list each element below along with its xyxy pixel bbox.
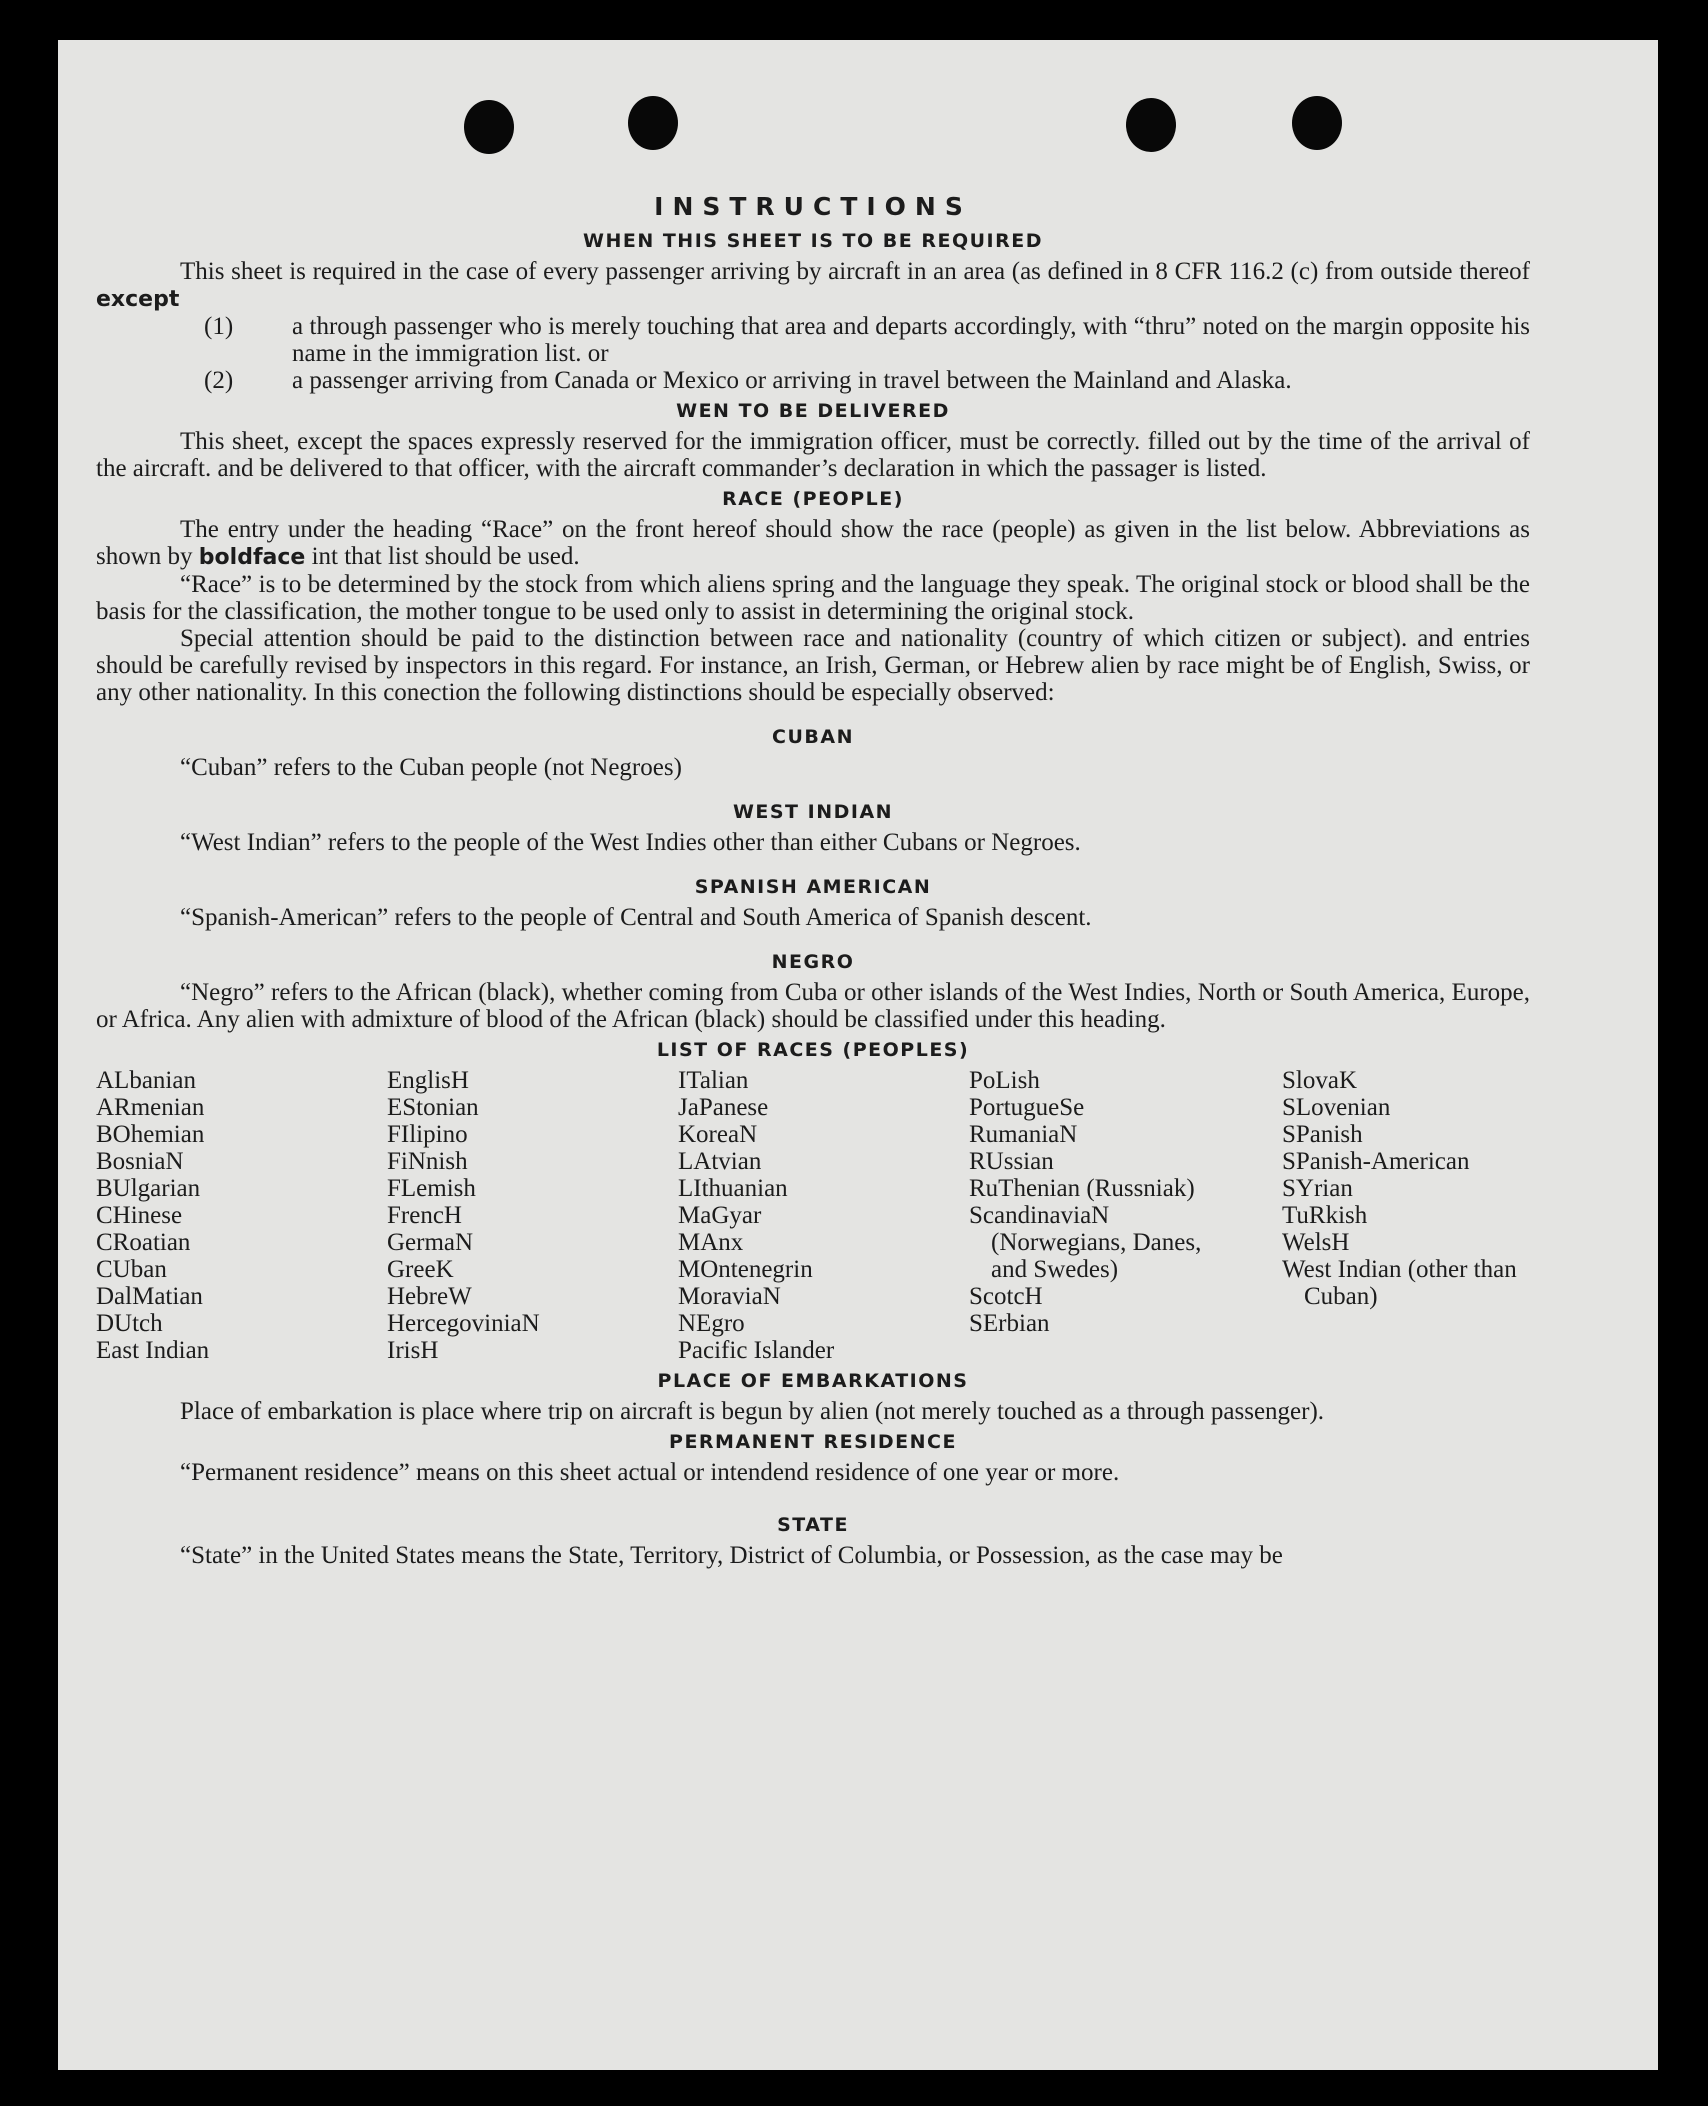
paragraph: “State” in the United States means the State, Territory, District of Columbia, or Possession, as the case may be (180, 1542, 1283, 1569)
page-title: INSTRUCTIONS (654, 192, 972, 221)
document-body (96, 190, 1530, 1569)
race-entry: SYrian (1282, 1175, 1353, 1202)
paragraph: This sheet, except the spaces expressly reserved for the immigration officer, must be correctly. filled out by the time of the arrival of the aircraft. and be delivered to that officer, with the aircraft commander’s declaration in which the passager is listed. (96, 428, 1530, 482)
race-entry: MAnx (678, 1229, 744, 1256)
race-entry: PoLish (969, 1067, 1040, 1094)
section-heading: CUBAN (772, 726, 854, 748)
race-entry: SPanish-American (1282, 1148, 1470, 1175)
paragraph: “Negro” refers to the African (black), whether coming from Cuba or other islands of the West Indies, North or South America, Europe, or Africa. Any alien with admixture of blood of the African (black) should be classified under this heading. (96, 979, 1530, 1033)
race-entry: BOhemian (96, 1121, 205, 1148)
list-item-text: a through passenger who is merely touching that area and departs accordingly, with “thru” noted on the margin opposite his name in the immigration list. or (292, 313, 1530, 367)
race-entry: EnglisH (387, 1067, 469, 1094)
section-heading: PERMANENT RESIDENCE (669, 1431, 957, 1453)
race-entry: RumaniaN (969, 1121, 1078, 1148)
punch-hole (464, 100, 514, 154)
list-item-number: (2) (204, 367, 234, 394)
race-entry: CRoatian (96, 1229, 191, 1256)
race-entry: FLemish (387, 1175, 476, 1202)
race-entry: East Indian (96, 1337, 210, 1364)
paragraph: “Spanish-American” refers to the people of Central and South America of Spanish descent. (180, 904, 1092, 931)
race-entry: MoraviaN (678, 1283, 781, 1310)
race-entry: SErbian (969, 1310, 1050, 1337)
race-entry: ScandinaviaN (Norwegians, Danes, and Swedes) (969, 1202, 1202, 1283)
race-entry: GermaN (387, 1229, 474, 1256)
section-heading: WEST INDIAN (732, 801, 894, 823)
race-entry: BUlgarian (96, 1175, 201, 1202)
paragraph-text: The entry under the heading “Race” on the front hereof should show the race (people) as given in the list below. Abbreviations as shown by (96, 516, 1530, 570)
race-entry: HebreW (387, 1283, 472, 1310)
punch-hole (1126, 98, 1176, 152)
race-entry: ARmenian (96, 1094, 205, 1121)
race-entry: MOntenegrin (678, 1256, 813, 1283)
section-heading: NEGRO (771, 951, 855, 973)
race-entry: NEgro (678, 1310, 745, 1337)
race-entry: SLovenian (1282, 1094, 1391, 1121)
paragraph: Place of embarkation is place where trip on aircraft is begun by alien (not merely touched as a through passenger). (180, 1398, 1325, 1425)
list-item (96, 313, 1530, 367)
section-heading: PLACE OF EMBARKATIONS (657, 1370, 969, 1392)
race-entry: ScotcH (969, 1283, 1043, 1310)
race-column (387, 1067, 678, 1364)
race-entry: FiNnish (387, 1148, 468, 1175)
punch-hole (628, 96, 678, 150)
race-entry: JaPanese (678, 1094, 769, 1121)
list-item (96, 367, 1530, 394)
race-entry: CUban (96, 1256, 167, 1283)
section-heading: WEN TO BE DELIVERED (676, 400, 950, 422)
race-entry: West Indian (other than Cuban) (1282, 1256, 1517, 1310)
race-entry: ALbanian (96, 1067, 196, 1094)
race-entry: DalMatian (96, 1283, 203, 1310)
paragraph: “Cuban” refers to the Cuban people (not Negroes) (180, 754, 682, 781)
race-entry: LAtvian (678, 1148, 762, 1175)
paragraph: “West Indian” refers to the people of the West Indies other than either Cubans or Negroes. (180, 829, 1081, 856)
race-entry: MaGyar (678, 1202, 762, 1229)
section-heading: SPANISH AMERICAN (694, 876, 932, 898)
paragraph: Special attention should be paid to the distinction between race and nationality (country of which citizen or subject). and entries should be carefully revised by inspectors in this regard. For instance, an Irish, German, or Hebrew alien by race might be of English, Swiss, or any other nationality. In this conection the following distinctions should be especially observed: (96, 625, 1530, 706)
race-entry: BosniaN (96, 1148, 184, 1175)
race-entry: RUssian (969, 1148, 1054, 1175)
race-column (96, 1067, 387, 1364)
paragraph-text: This sheet is required in the case of every passenger arriving by aircraft in an area (as defined in 8 CFR 116.2 (c) from outside thereof (180, 258, 1530, 285)
race-entry: PortugueSe (969, 1094, 1085, 1121)
race-entry: HercegoviniaN (387, 1310, 540, 1337)
race-entry: TuRkish (1282, 1202, 1368, 1229)
bold-term: boldface (198, 545, 306, 570)
race-entry: LIthuanian (678, 1175, 788, 1202)
punch-hole (1292, 96, 1342, 150)
race-column (1282, 1067, 1530, 1364)
race-entry: DUtch (96, 1310, 163, 1337)
race-column (969, 1067, 1282, 1364)
paragraph (96, 258, 1530, 313)
paragraph: “Permanent residence” means on this sheet actual or intendend residence of one year or more. (180, 1459, 1120, 1486)
list-item-number: (1) (204, 313, 234, 340)
race-column (678, 1067, 969, 1364)
paragraph: “Race” is to be determined by the stock from which aliens spring and the language they speak. The original stock or blood shall be the basis for the classification, the mother tongue to be used only to assist in determining the original stock. (96, 571, 1530, 625)
race-entry: CHinese (96, 1202, 183, 1229)
section-heading: LIST OF RACES (PEOPLES) (656, 1039, 970, 1061)
bold-term: except (96, 287, 180, 312)
race-entry: EStonian (387, 1094, 479, 1121)
race-entry: FIlipino (387, 1121, 468, 1148)
race-entry: WelsH (1282, 1229, 1350, 1256)
race-entry: GreeK (387, 1256, 454, 1283)
race-entry: KoreaN (678, 1121, 758, 1148)
paragraph-text: int that list should be used. (311, 543, 580, 570)
section-heading: WHEN THIS SHEET IS TO BE REQUIRED (582, 230, 1043, 252)
race-entry: FrencH (387, 1202, 462, 1229)
section-heading: RACE (PEOPLE) (722, 488, 904, 510)
race-list (96, 1067, 1530, 1364)
race-entry: IrisH (387, 1337, 439, 1364)
list-item-text: a passenger arriving from Canada or Mexico or arriving in travel between the Mainland and Alaska. (292, 367, 1292, 394)
race-entry: ITalian (678, 1067, 749, 1094)
race-entry: SPanish (1282, 1121, 1363, 1148)
race-entry: Pacific Islander (678, 1337, 835, 1364)
section-heading: STATE (777, 1514, 849, 1536)
paragraph (96, 516, 1530, 571)
race-entry: RuThenian (Russniak) (969, 1175, 1195, 1202)
race-entry: SlovaK (1282, 1067, 1357, 1094)
